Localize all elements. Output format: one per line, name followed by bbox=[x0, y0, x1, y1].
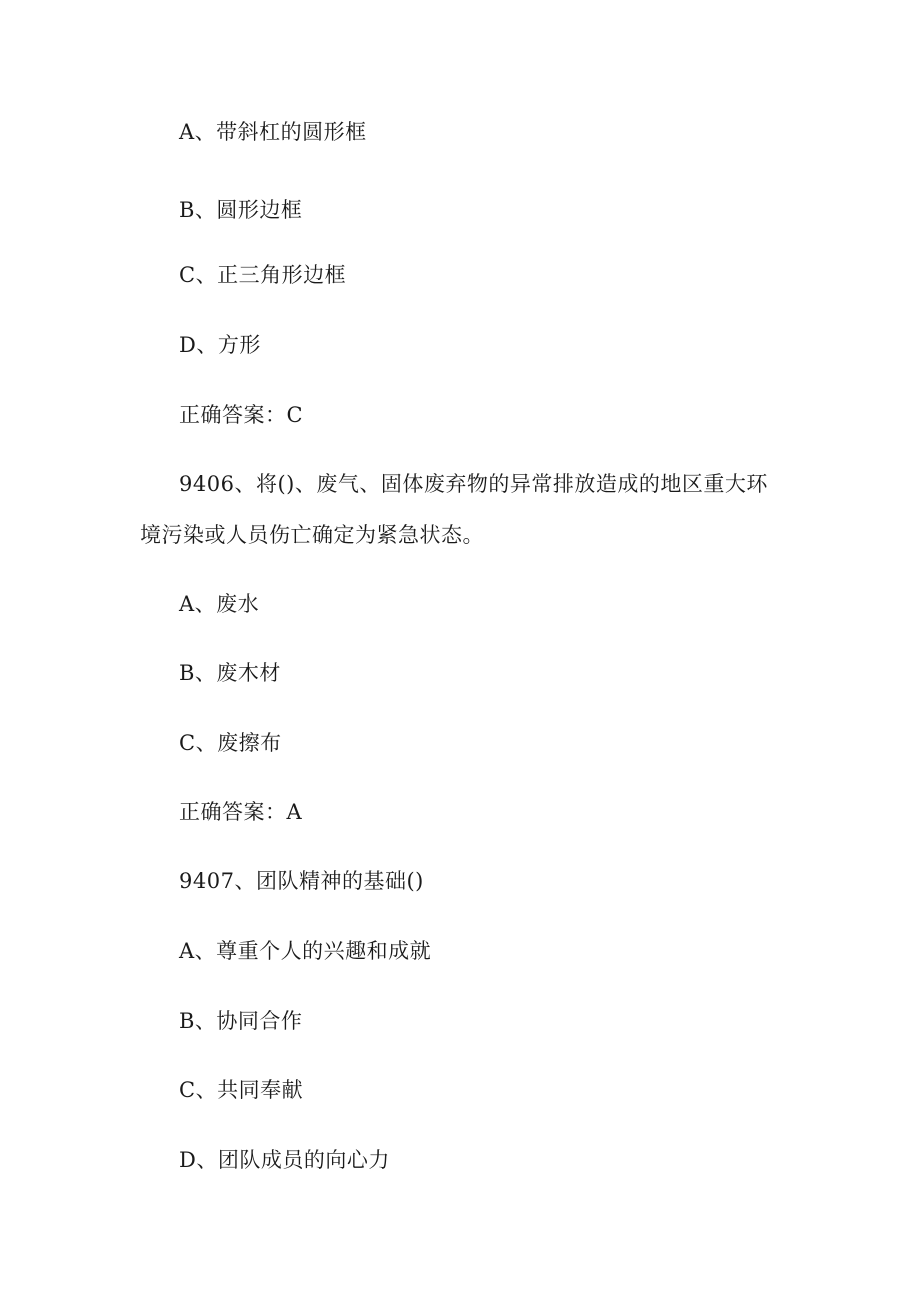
q9405-option-c: C、正三角形边框 bbox=[179, 263, 347, 287]
q9407-option-c: C、共同奉献 bbox=[179, 1078, 304, 1102]
q9405-option-d: D、方形 bbox=[179, 333, 261, 357]
q9407-option-b: B、协同合作 bbox=[179, 1009, 303, 1033]
q9406-option-a: A、废水 bbox=[179, 592, 260, 616]
q9407-option-d: D、团队成员的向心力 bbox=[179, 1148, 390, 1172]
q9405-answer: 正确答案：C bbox=[179, 403, 304, 427]
q9406-stem-line2: 境污染或人员伤亡确定为紧急状态。 bbox=[140, 523, 484, 547]
q9405-option-a: A、带斜杠的圆形框 bbox=[179, 120, 367, 144]
q9405-option-b: B、圆形边框 bbox=[179, 198, 303, 222]
q9406-option-b: B、废木材 bbox=[179, 661, 281, 685]
q9407-stem: 9407、团队精神的基础() bbox=[179, 869, 424, 893]
q9406-stem-line1: 9406、将()、废气、固体废弃物的异常排放造成的地区重大环 bbox=[179, 472, 768, 496]
q9406-answer: 正确答案：A bbox=[179, 800, 303, 824]
q9407-option-a: A、尊重个人的兴趣和成就 bbox=[179, 939, 432, 963]
q9406-option-c: C、废擦布 bbox=[179, 731, 282, 755]
